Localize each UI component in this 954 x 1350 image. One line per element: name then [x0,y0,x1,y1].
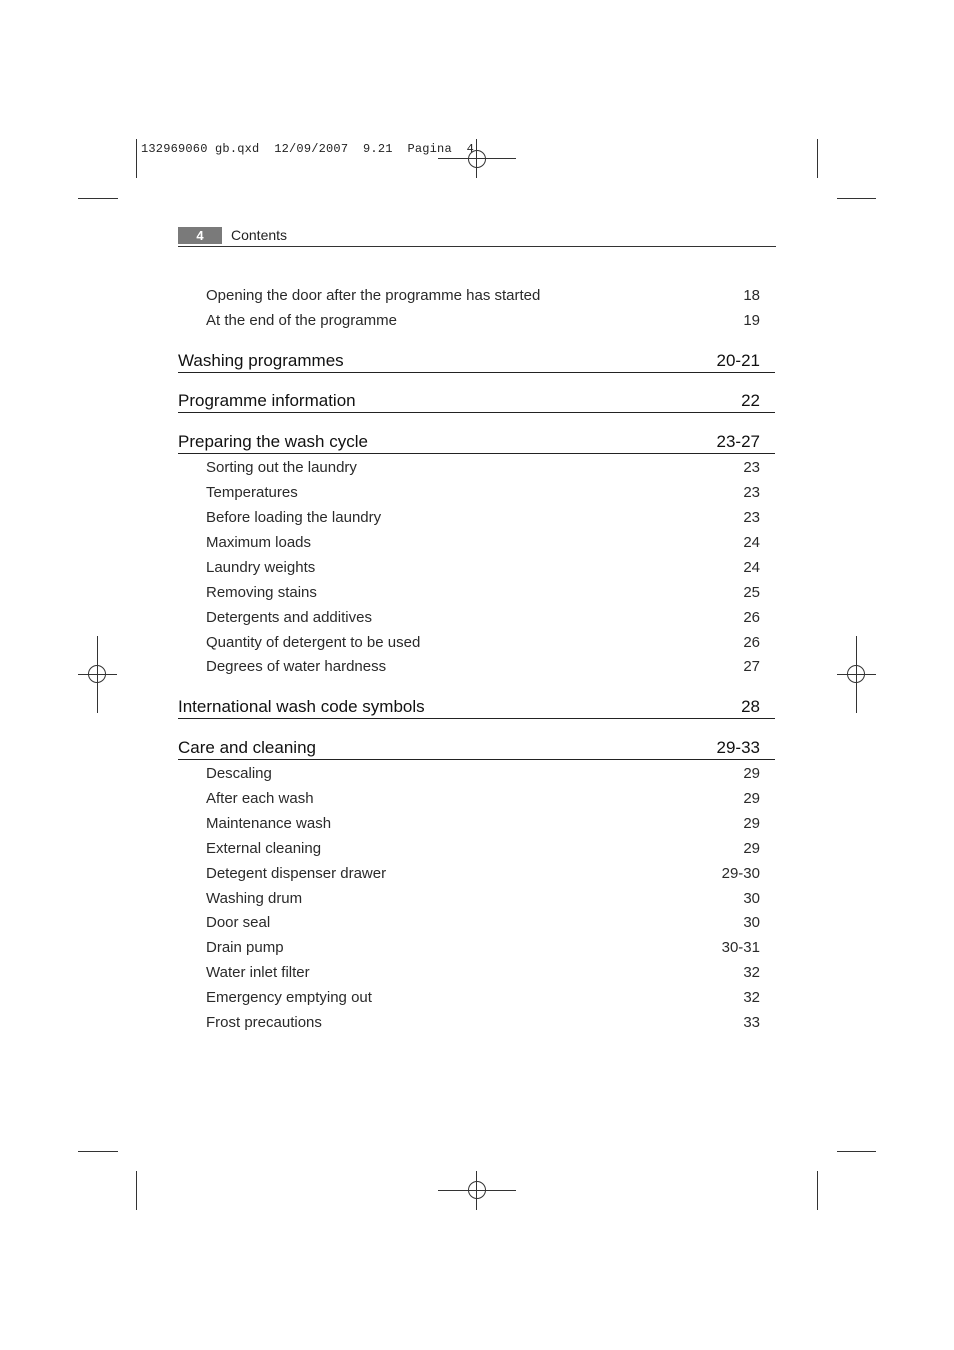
toc-section-title: Preparing the wash cycle [178,432,368,451]
reg-right-circle [847,665,865,683]
toc-section-page: 23-27 [716,432,760,451]
toc-item[interactable] [178,310,775,332]
crop-mark-top-right-v [817,139,818,178]
toc-item[interactable] [178,507,775,529]
toc-item-page: 23 [743,509,760,526]
toc-item-title: At the end of the programme [206,312,397,329]
reg-left-circle [88,665,106,683]
crop-mark-bottom-left-h [78,1151,118,1152]
toc-item-title: Quantity of detergent to be used [206,634,421,651]
toc-item-title: External cleaning [206,840,322,857]
toc-item-page: 23 [743,484,760,501]
toc-item[interactable] [178,863,775,885]
toc-item[interactable] [178,656,775,678]
crop-mark-top-left-v [136,139,137,178]
toc-item-page: 24 [743,559,760,576]
toc-item-title: After each wash [206,790,314,807]
toc-item[interactable] [178,912,775,934]
toc-item[interactable] [178,457,775,479]
crop-mark-bottom-right-v [817,1171,818,1210]
toc-item[interactable] [178,962,775,984]
toc-item-title: Temperatures [206,484,298,501]
toc-item-title: Removing stains [206,584,317,601]
toc-item[interactable] [178,532,775,554]
toc-item-page: 29 [743,840,760,857]
toc-section-preparing-wash-cycle[interactable] [178,431,775,454]
reg-top-circle [468,150,486,168]
toc-item-page: 24 [743,534,760,551]
toc-item-page: 30-31 [721,939,760,956]
toc-item-title: Maximum loads [206,534,312,551]
toc-item-page: 32 [743,964,760,981]
toc-section-title: Washing programmes [178,351,344,370]
toc-section-care-and-cleaning[interactable] [178,737,775,760]
toc-section-wash-code-symbols[interactable] [178,696,775,719]
toc-item[interactable] [178,838,775,860]
toc-item-page: 27 [743,658,760,675]
toc-item-title: Frost precautions [206,1014,322,1031]
toc-section-title: Care and cleaning [178,738,316,757]
toc-item[interactable] [178,937,775,959]
toc-item-title: Descaling [206,765,272,782]
toc-item-title: Detergents and additives [206,609,372,626]
toc-item[interactable] [178,582,775,604]
toc-section-programme-information[interactable] [178,390,775,413]
toc-item-title: Emergency emptying out [206,989,372,1006]
page-header [178,226,776,247]
crop-mark-bottom-right-h [837,1151,876,1152]
toc-item[interactable] [178,987,775,1009]
toc-item-title: Water inlet filter [206,964,310,981]
toc-section-washing-programmes[interactable] [178,350,775,373]
toc-item-page: 26 [743,634,760,651]
toc-item-page: 29 [743,815,760,832]
crop-mark-top-right-h [837,198,876,199]
toc-item[interactable] [178,1012,775,1034]
toc-item[interactable] [178,557,775,579]
toc-item-page: 26 [743,609,760,626]
toc-item-title: Sorting out the laundry [206,459,357,476]
toc-section-page: 29-33 [716,738,760,757]
print-slug: 132969060 gb.qxd 12/09/2007 9.21 Pagina 4 [141,142,475,156]
toc-item[interactable] [178,285,775,307]
crop-mark-bottom-left-v [136,1171,137,1210]
toc-item-title: Laundry weights [206,559,316,576]
toc-item[interactable] [178,813,775,835]
toc-section-title: Programme information [178,391,356,410]
toc-section-title: International wash code symbols [178,697,425,716]
page-number-badge: 4 [178,227,222,244]
toc-item[interactable] [178,632,775,654]
toc-item-title: Before loading the laundry [206,509,382,526]
toc-item-page: 33 [743,1014,760,1031]
toc-item-page: 29 [743,790,760,807]
toc-item[interactable] [178,888,775,910]
toc-item-title: Opening the door after the programme has started [206,287,541,304]
toc-section-page: 28 [741,697,760,716]
toc-item-title: Drain pump [206,939,284,956]
toc-item-title: Detegent dispenser drawer [206,865,387,882]
toc-item-title: Door seal [206,914,271,931]
toc-item-page: 29-30 [721,865,760,882]
toc-item-title: Maintenance wash [206,815,332,832]
header-title: Contents [231,227,288,243]
toc-item-page: 18 [743,287,760,304]
toc-item[interactable] [178,482,775,504]
toc-item[interactable] [178,607,775,629]
reg-bottom-circle [468,1181,486,1199]
toc-item-page: 29 [743,765,760,782]
toc-item[interactable] [178,788,775,810]
toc-section-page: 20-21 [716,351,760,370]
toc-section-page: 22 [741,391,760,410]
toc-item-page: 19 [743,312,760,329]
toc-item-page: 23 [743,459,760,476]
toc-item-title: Washing drum [206,890,303,907]
crop-mark-top-left-h [78,198,118,199]
toc-item-page: 25 [743,584,760,601]
toc-item-page: 30 [743,914,760,931]
toc-item[interactable] [178,763,775,785]
toc-item-page: 32 [743,989,760,1006]
toc-item-page: 30 [743,890,760,907]
toc-item-title: Degrees of water hardness [206,658,387,675]
